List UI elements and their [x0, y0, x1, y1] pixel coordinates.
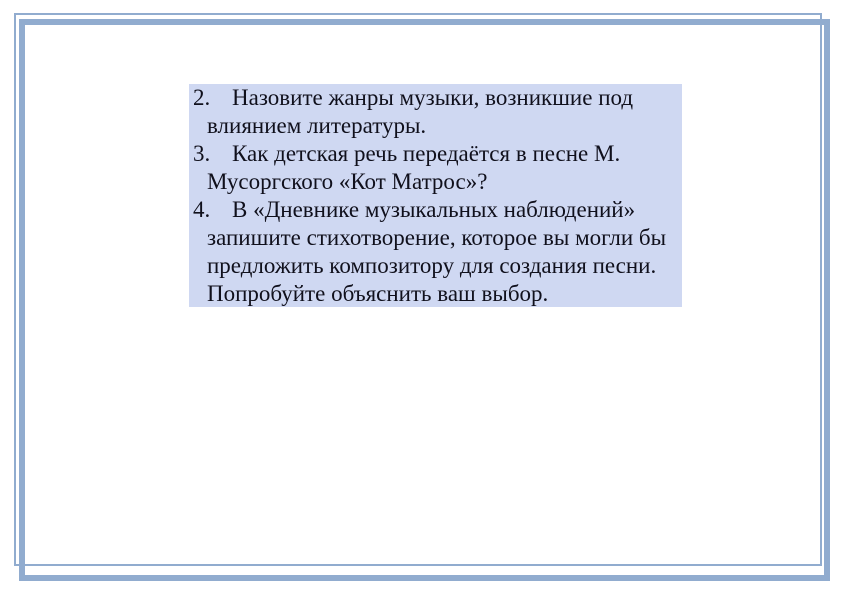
- question-text: Назовите жанры музыки, возникшие под: [232, 85, 634, 110]
- question-number: 4.: [193, 197, 211, 222]
- question-line: [189, 196, 682, 224]
- question-number: 3.: [193, 141, 211, 166]
- question-line: Попробуйте объяснить ваш выбор.: [207, 281, 549, 306]
- question-line: влиянием литературы.: [207, 113, 427, 138]
- question-line: [189, 84, 682, 112]
- question-line: [189, 140, 682, 168]
- question-line: Мусоргского «Кот Матрос»?: [207, 169, 488, 194]
- question-number: 2.: [193, 85, 211, 110]
- question-line: предложить композитору для создания песни.: [207, 253, 657, 278]
- question-text: Как детская речь передаётся в песне М.: [232, 141, 621, 166]
- question-item-2: [189, 84, 682, 140]
- question-text: В «Дневнике музыкальных наблюдений»: [232, 197, 636, 222]
- question-item-4: [189, 196, 682, 308]
- question-box: [189, 84, 682, 307]
- question-item-3: [189, 140, 682, 196]
- question-line: запишите стихотворение, которое вы могли бы: [207, 225, 667, 250]
